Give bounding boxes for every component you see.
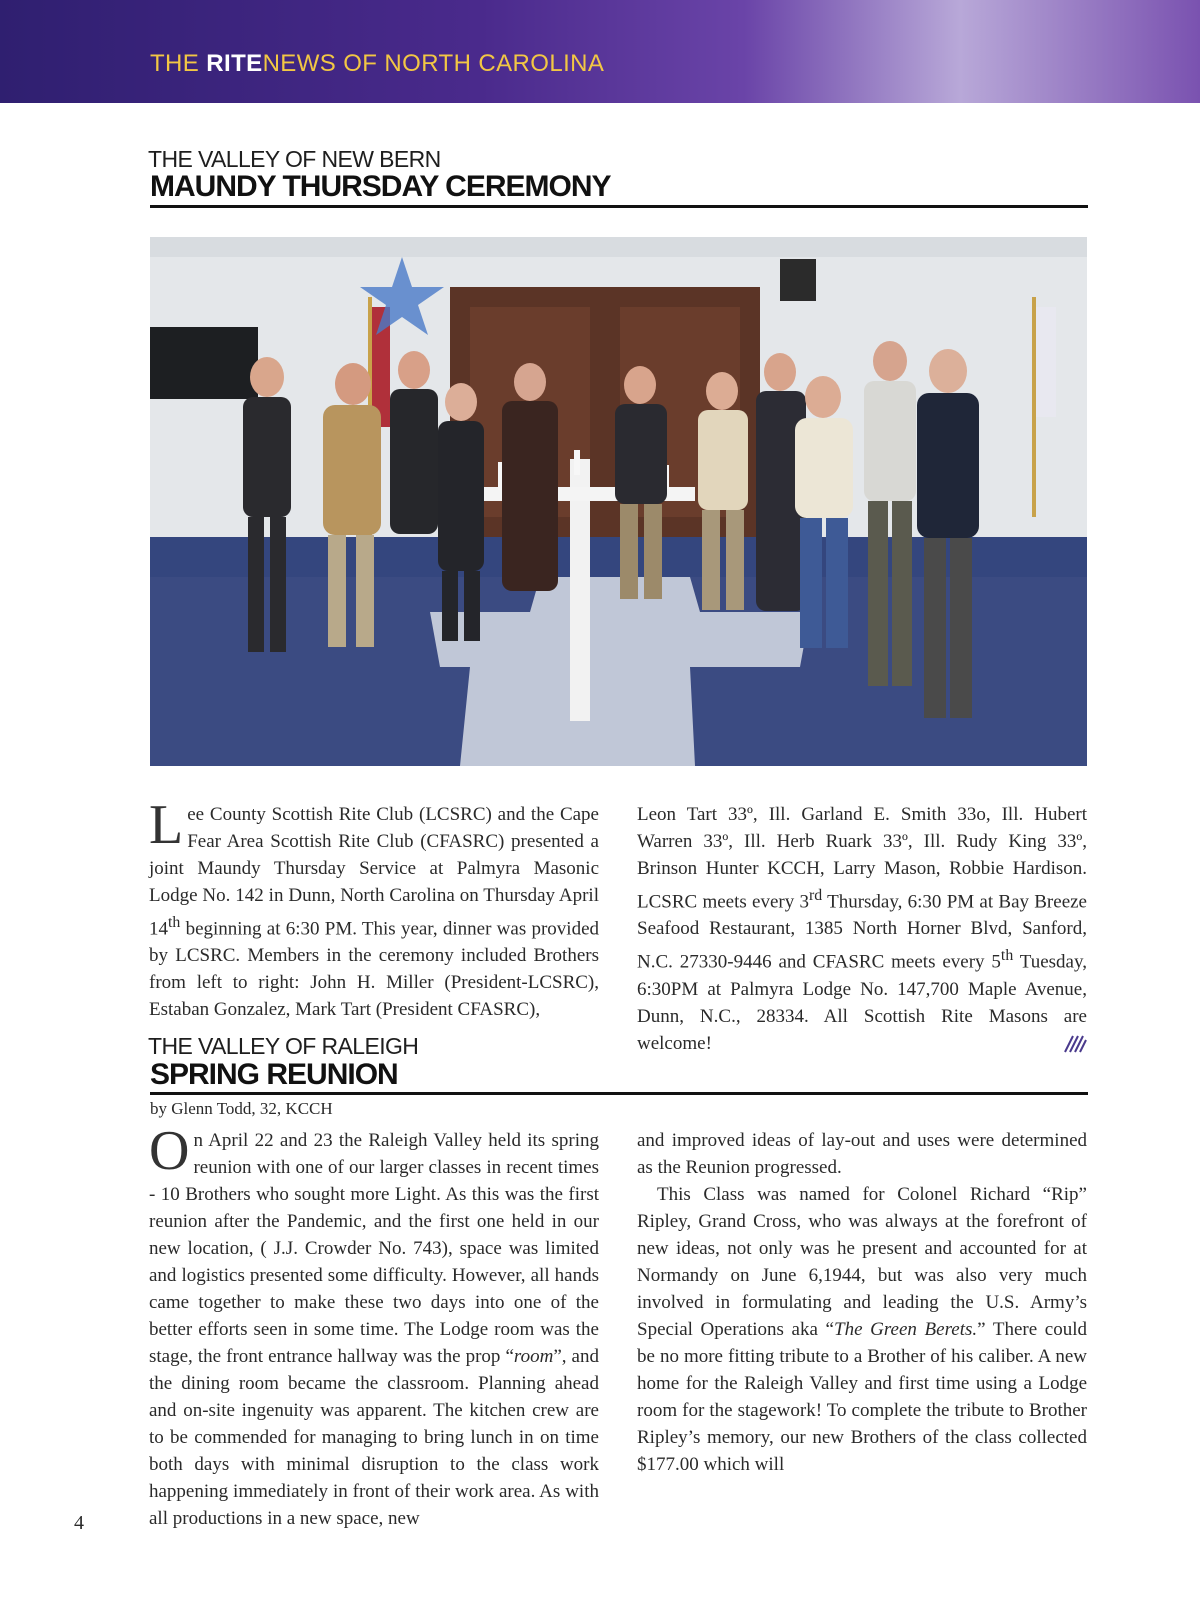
page-number: 4	[74, 1512, 84, 1534]
superscript-th: th	[1000, 947, 1014, 965]
publication-title	[150, 50, 604, 78]
article2-col1-text-1: n April 22 and 23 the Raleigh Valley held its spring reunion with one of our larger classes in recent times - 10 Brothers who sought more Light. As this was the first reunion after the Pandemic, and the first one held in our new location, ( J.J. Crowder No. 743), space was limited and logistics presented some difficulty. However, all hands came together to make these two days into one of the better efforts seen in some time. The Lodge room was the stage, the front entrance hallway was the prop “	[149, 1130, 599, 1367]
article2-rule	[150, 1092, 1088, 1095]
article1-col1-text-1: ee County Scottish Rite Club (LCSRC) and the Cape Fear Area Scottish Rite Club (CFASRC) presented a joint Maundy Thursday Service at Palmyra Masonic Lodge No. 142 in Dunn, North Carolina on Thursday April 14	[149, 804, 599, 940]
article1-kicker: THE VALLEY OF NEW BERN	[148, 146, 441, 172]
superscript-th: th	[168, 914, 181, 931]
article1-column-1	[149, 794, 599, 1023]
article2-column-1	[149, 1120, 599, 1532]
title-rest: NEWS OF NORTH CAROLINA	[262, 50, 605, 77]
article2-byline: by Glenn Todd, 32, KCCH	[150, 1099, 333, 1118]
article1-col1-text-2: beginning at 6:30 PM. This year, dinner was provided by LCSRC. Members in the ceremony included Brothers from left to right: John H. Miller (President-LCSRC), Estaban Gonzalez, Mark Tart (President CFASRC),	[149, 918, 599, 1021]
title-rite: RITE	[206, 50, 263, 77]
article1-headline: MAUNDY THURSDAY CEREMONY	[150, 170, 611, 203]
title-the: THE	[150, 50, 207, 77]
article2-col2-paragraph-1: and improved ideas of lay-out and uses were determined as the Reunion progressed.	[637, 1130, 1087, 1178]
article2-col2-text-1: This Class was named for Colonel Richard “Rip” Ripley, Grand Cross, who was always at the forefront of new ideas, not only was he present and accounted for at Normandy on June 6,1944, but was also very much involved in formulating and leading the U.S. Army’s Special Operations aka “	[637, 1184, 1087, 1340]
article2-col2-text-2: ” There could be no more fitting tribute to a Brother of his caliber. A new home for the Raleigh Valley and first time using a Lodge room for the stagework! To complete the tribute to Brother Ripley’s memory, our new Brothers of the class collected $177.00 which will	[637, 1319, 1087, 1475]
italic-green-berets: The Green Berets.	[834, 1319, 978, 1340]
article2-dropcap: O	[149, 1120, 190, 1182]
article2-column-2	[637, 1127, 1087, 1478]
article1-dropcap: L	[149, 794, 184, 856]
article2-kicker: THE VALLEY OF RALEIGH	[148, 1033, 419, 1059]
article1-col2-text-2: Thursday, 6:30 PM at Bay Breeze Seafood Restaurant, 1385 North Horner Blvd, Sanford, N.C. 27330-9446 and CFASRC meets every 5	[637, 891, 1087, 973]
italic-room: room	[513, 1346, 554, 1367]
article1-rule	[150, 205, 1088, 208]
article2-col1-text-2: ”, and the dining room became the classroom. Planning ahead and on-site ingenuity was apparent. The kitchen crew are to be commended for managing to bring lunch in on time both days with minimal disruption to the class work happening immediately in front of their work area. As with all productions in a new space, new	[149, 1346, 599, 1529]
header-banner	[0, 0, 1200, 103]
end-mark-icon	[1063, 1034, 1087, 1054]
article1-column-2	[637, 801, 1087, 1057]
superscript-rd: rd	[809, 887, 823, 904]
article1-col2-text-3: Tuesday, 6:30PM at Palmyra Lodge No. 147,700 Maple Avenue, Dunn, N.C., 28334. All Scottish Rite Masons are welcome!	[637, 951, 1087, 1054]
article1-col2-text-1: Leon Tart 33º, Ill. Garland E. Smith 33o, Ill. Hubert Warren 33º, Ill. Herb Ruark 33º, Ill. Rudy King 33º, Brinson Hunter KCCH, Larry Mason, Robbie Hardison. LCSRC meets every 3	[637, 804, 1087, 913]
article2-headline: SPRING REUNION	[150, 1058, 398, 1091]
ceremony-photo	[150, 237, 1087, 766]
